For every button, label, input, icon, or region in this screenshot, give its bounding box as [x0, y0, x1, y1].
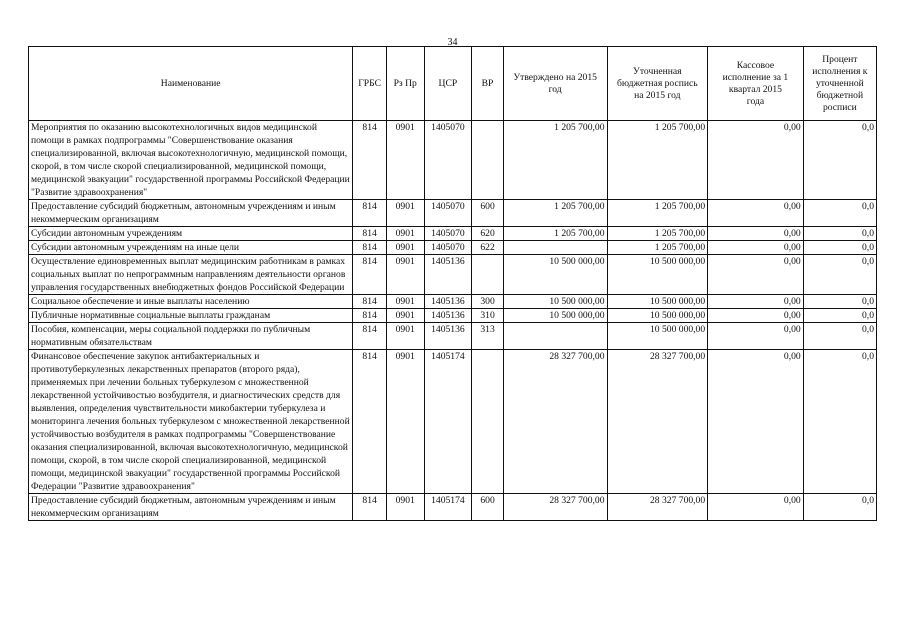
- cell-grbs: 814: [353, 200, 387, 227]
- table-row: [29, 121, 877, 200]
- cell-rzpr: 0901: [386, 494, 424, 521]
- cell-approved: 10 500 000,00: [503, 295, 607, 309]
- cell-csr: 1405136: [424, 309, 472, 323]
- cell-cash: 0,00: [708, 255, 804, 295]
- cell-percent: 0,0: [803, 295, 876, 309]
- cell-cash: 0,00: [708, 227, 804, 241]
- cell-cash: 0,00: [708, 200, 804, 227]
- cell-rzpr: 0901: [386, 350, 424, 494]
- cell-cash: 0,00: [708, 309, 804, 323]
- cell-refined: 10 500 000,00: [607, 295, 708, 309]
- cell-percent: 0,0: [803, 200, 876, 227]
- cell-grbs: 814: [353, 241, 387, 255]
- cell-name: Пособия, компенсации, меры социальной поддержки по публичным нормативным обязательствам: [29, 323, 353, 350]
- cell-grbs: 814: [353, 309, 387, 323]
- cell-percent: 0,0: [803, 241, 876, 255]
- cell-refined: 28 327 700,00: [607, 494, 708, 521]
- budget-table: [28, 46, 877, 521]
- cell-name: Субсидии автономным учреждениям: [29, 227, 353, 241]
- cell-vr: 622: [472, 241, 504, 255]
- header-rzpr: Рз Пр: [386, 47, 424, 121]
- table-body: [29, 121, 877, 521]
- header-grbs: ГРБС: [353, 47, 387, 121]
- cell-refined: 1 205 700,00: [607, 121, 708, 200]
- cell-csr: 1405136: [424, 323, 472, 350]
- cell-vr: 300: [472, 295, 504, 309]
- cell-vr: 620: [472, 227, 504, 241]
- table-row: [29, 227, 877, 241]
- cell-csr: 1405136: [424, 295, 472, 309]
- cell-rzpr: 0901: [386, 227, 424, 241]
- cell-refined: 28 327 700,00: [607, 350, 708, 494]
- cell-csr: 1405070: [424, 227, 472, 241]
- cell-rzpr: 0901: [386, 323, 424, 350]
- cell-approved: 10 500 000,00: [503, 255, 607, 295]
- cell-grbs: 814: [353, 227, 387, 241]
- cell-grbs: 814: [353, 323, 387, 350]
- page-number: 34: [447, 37, 458, 48]
- cell-rzpr: 0901: [386, 309, 424, 323]
- table-row: [29, 200, 877, 227]
- cell-csr: 1405136: [424, 255, 472, 295]
- cell-vr: [472, 350, 504, 494]
- header-cash: Кассовое исполнение за 1 квартал 2015 года: [708, 47, 804, 121]
- cell-refined: 1 205 700,00: [607, 227, 708, 241]
- table-row: [29, 309, 877, 323]
- cell-grbs: 814: [353, 494, 387, 521]
- cell-percent: 0,0: [803, 121, 876, 200]
- header-row: [29, 47, 877, 121]
- cell-refined: 1 205 700,00: [607, 241, 708, 255]
- cell-vr: [472, 255, 504, 295]
- cell-approved: 10 500 000,00: [503, 309, 607, 323]
- cell-cash: 0,00: [708, 121, 804, 200]
- cell-grbs: 814: [353, 350, 387, 494]
- cell-name: Осуществление единовременных выплат медицинским работникам в рамках социальных выплат по непрограммным направлениям деятельности органов управления государственных внебюджетных фондов Российской Федерации: [29, 255, 353, 295]
- cell-approved: 28 327 700,00: [503, 494, 607, 521]
- table-row: [29, 295, 877, 309]
- cell-name: Финансовое обеспечение закупок антибактериальных и противотуберкулезных лекарственных препаратов (второго ряда), применяемых при лечении больных туберкулезом с множественной лекарственной устойчивостью возбудителя, и диагностических средств для выявления, определения чувствительности микобактерии туберкулеза и мониторинга лечения больных туберкулезом с множественной лекарственной устойчивостью возбудителя в рамках подпрограммы "Совершенствование оказания специализированной, включая высокотехнологичную, медицинской помощи, скорой, в том числе скорой специализированной, медицинской помощи, медицинской эвакуации" государственной программы Российской Федерации "Развитие здравоохранения": [29, 350, 353, 494]
- cell-refined: 10 500 000,00: [607, 309, 708, 323]
- cell-percent: 0,0: [803, 227, 876, 241]
- cell-rzpr: 0901: [386, 255, 424, 295]
- cell-vr: 313: [472, 323, 504, 350]
- cell-rzpr: 0901: [386, 121, 424, 200]
- cell-grbs: 814: [353, 121, 387, 200]
- cell-approved: 1 205 700,00: [503, 227, 607, 241]
- cell-name: Предоставление субсидий бюджетным, автономным учреждениям и иным некоммерческим организациям: [29, 494, 353, 521]
- cell-cash: 0,00: [708, 295, 804, 309]
- header-csr: ЦСР: [424, 47, 472, 121]
- table-row: [29, 494, 877, 521]
- cell-cash: 0,00: [708, 494, 804, 521]
- cell-percent: 0,0: [803, 350, 876, 494]
- cell-approved: [503, 323, 607, 350]
- cell-name: Предоставление субсидий бюджетным, автономным учреждениям и иным некоммерческим организациям: [29, 200, 353, 227]
- cell-grbs: 814: [353, 255, 387, 295]
- cell-percent: 0,0: [803, 494, 876, 521]
- cell-vr: [472, 121, 504, 200]
- cell-rzpr: 0901: [386, 295, 424, 309]
- cell-refined: 10 500 000,00: [607, 255, 708, 295]
- cell-vr: 310: [472, 309, 504, 323]
- cell-approved: [503, 241, 607, 255]
- cell-rzpr: 0901: [386, 200, 424, 227]
- cell-csr: 1405070: [424, 121, 472, 200]
- cell-name: Социальное обеспечение и иные выплаты населению: [29, 295, 353, 309]
- cell-name: Субсидии автономным учреждениям на иные цели: [29, 241, 353, 255]
- cell-cash: 0,00: [708, 323, 804, 350]
- cell-rzpr: 0901: [386, 241, 424, 255]
- cell-csr: 1405174: [424, 494, 472, 521]
- cell-percent: 0,0: [803, 309, 876, 323]
- cell-name: Публичные нормативные социальные выплаты гражданам: [29, 309, 353, 323]
- cell-cash: 0,00: [708, 241, 804, 255]
- cell-vr: 600: [472, 494, 504, 521]
- header-name: Наименование: [29, 47, 353, 121]
- cell-percent: 0,0: [803, 323, 876, 350]
- cell-approved: 1 205 700,00: [503, 121, 607, 200]
- cell-name: Мероприятия по оказанию высокотехнологичных видов медицинской помощи в рамках подпрограммы "Совершенствование оказания специализированной, включая высокотехнологичную, медицинской помощи, скорой, в том числе скорой специализированной, медицинской помощи, медицинской эвакуации" государственной программы Российской Федерации "Развитие здравоохранения": [29, 121, 353, 200]
- cell-approved: 1 205 700,00: [503, 200, 607, 227]
- header-percent: Процент исполнения к уточненной бюджетной росписи: [803, 47, 876, 121]
- table-row: [29, 241, 877, 255]
- cell-percent: 0,0: [803, 255, 876, 295]
- cell-csr: 1405070: [424, 200, 472, 227]
- cell-vr: 600: [472, 200, 504, 227]
- cell-refined: 1 205 700,00: [607, 200, 708, 227]
- cell-approved: 28 327 700,00: [503, 350, 607, 494]
- cell-csr: 1405070: [424, 241, 472, 255]
- table-row: [29, 255, 877, 295]
- table-row: [29, 350, 877, 494]
- cell-grbs: 814: [353, 295, 387, 309]
- cell-cash: 0,00: [708, 350, 804, 494]
- header-vr: ВР: [472, 47, 504, 121]
- header-approved: Утверждено на 2015 год: [503, 47, 607, 121]
- table-row: [29, 323, 877, 350]
- header-refined: Уточненная бюджетная роспись на 2015 год: [607, 47, 708, 121]
- cell-refined: 10 500 000,00: [607, 323, 708, 350]
- cell-csr: 1405174: [424, 350, 472, 494]
